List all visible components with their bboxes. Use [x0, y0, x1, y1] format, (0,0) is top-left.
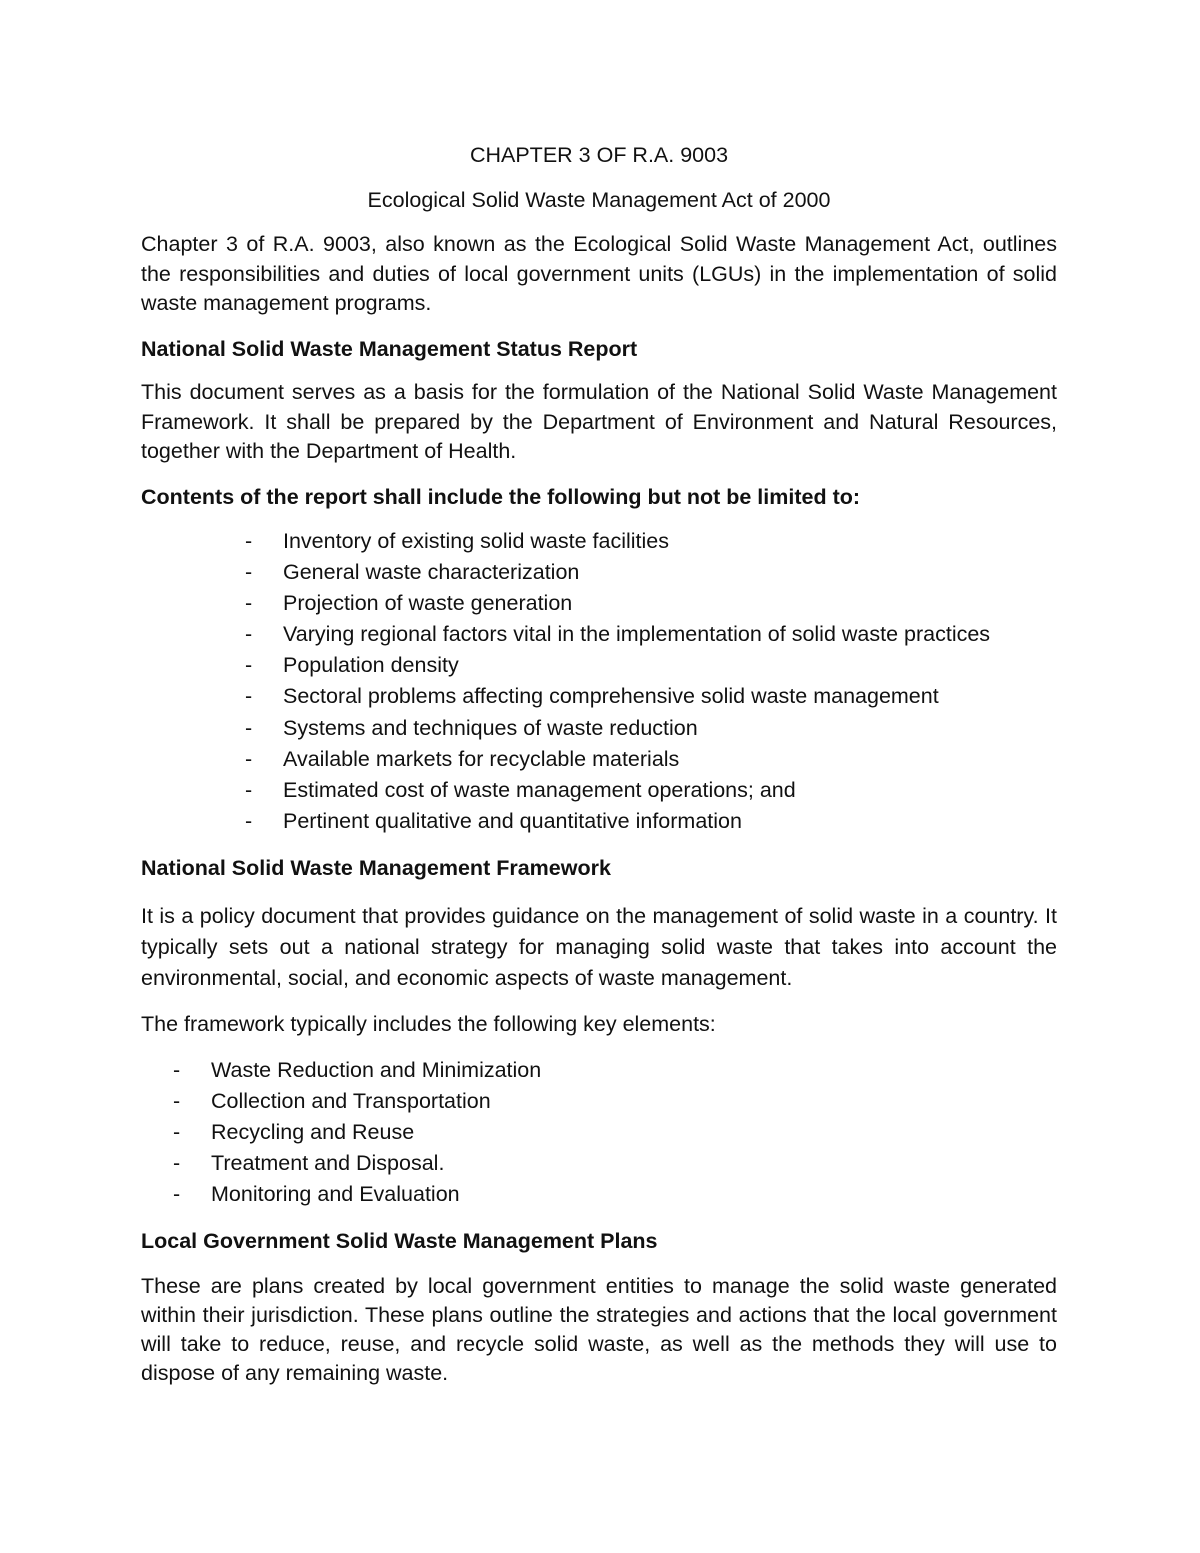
framework-heading: National Solid Waste Management Framework [141, 856, 611, 880]
list-item: - Sectoral problems affecting comprehensive solid waste management [283, 681, 990, 712]
list-item: - Estimated cost of waste management operations; and [283, 775, 990, 806]
list-item: - Waste Reduction and Minimization [211, 1055, 541, 1086]
bullet-dash: - [245, 653, 253, 678]
list-item: - Systems and techniques of waste reduction [283, 713, 990, 744]
bullet-dash: - [245, 715, 253, 740]
list-item: - Treatment and Disposal. [211, 1148, 541, 1179]
bullet-dash: - [173, 1151, 181, 1176]
list-item: - Population density [283, 650, 990, 681]
bullet-dash: - [173, 1089, 181, 1114]
contents-heading: Contents of the report shall include the following but not be limited to: [141, 485, 861, 509]
bullet-dash: - [173, 1120, 181, 1145]
framework-elements-intro: The framework typically includes the following key elements: [141, 1012, 716, 1036]
bullet-dash: - [245, 622, 253, 647]
status-report-list [245, 526, 991, 837]
list-item: - Inventory of existing solid waste facilities [283, 526, 990, 557]
list-item: - Available markets for recyclable materials [283, 744, 990, 775]
bullet-dash: - [173, 1058, 181, 1082]
framework-list [173, 1055, 542, 1210]
status-report-body: This document serves as a basis for the formulation of the National Solid Waste Management Framework. It shall be prepared by the Department of Environment and Natural Resources, together with the Department of Health. [141, 380, 1057, 463]
bullet-dash: - [245, 591, 253, 616]
intro-paragraph: Chapter 3 of R.A. 9003, also known as the Ecological Solid Waste Management Act, outlines the responsibilities and duties of local government units (LGUs) in the implementation of solid waste management programs. [141, 232, 1057, 315]
document-subtitle: Ecological Solid Waste Management Act of 2000 [367, 188, 831, 212]
list-item: - Projection of waste generation [283, 588, 990, 619]
bullet-dash: - [245, 684, 253, 709]
local-plans-heading: Local Government Solid Waste Management Plans [141, 1229, 658, 1253]
bullet-dash: - [245, 560, 253, 585]
bullet-dash: - [245, 808, 253, 833]
framework-body: It is a policy document that provides guidance on the management of solid waste in a country. It typically sets out a national strategy for managing solid waste that takes into account the environmental, social, and economic aspects of waste management. [141, 904, 1057, 990]
list-item: - Recycling and Reuse [211, 1117, 541, 1148]
status-report-heading: National Solid Waste Management Status Report [141, 337, 638, 361]
bullet-dash: - [245, 529, 253, 553]
list-item: - Collection and Transportation [211, 1086, 541, 1117]
list-item: - Varying regional factors vital in the implementation of solid waste practices [283, 619, 990, 650]
bullet-dash: - [245, 746, 253, 771]
document-title: CHAPTER 3 OF R.A. 9003 [469, 143, 729, 167]
list-item: - Monitoring and Evaluation [211, 1179, 541, 1210]
list-item: - General waste characterization [283, 557, 990, 588]
bullet-dash: - [173, 1182, 181, 1207]
list-item: - Pertinent qualitative and quantitative information [283, 806, 990, 837]
bullet-dash: - [245, 777, 253, 802]
local-plans-body: These are plans created by local government entities to manage the solid waste generated within their jurisdiction. These plans outline the strategies and actions that the local government will take to reduce, reuse, and recycle solid waste, as well as the methods they will use to dispose of any remaining waste. [141, 1274, 1057, 1385]
